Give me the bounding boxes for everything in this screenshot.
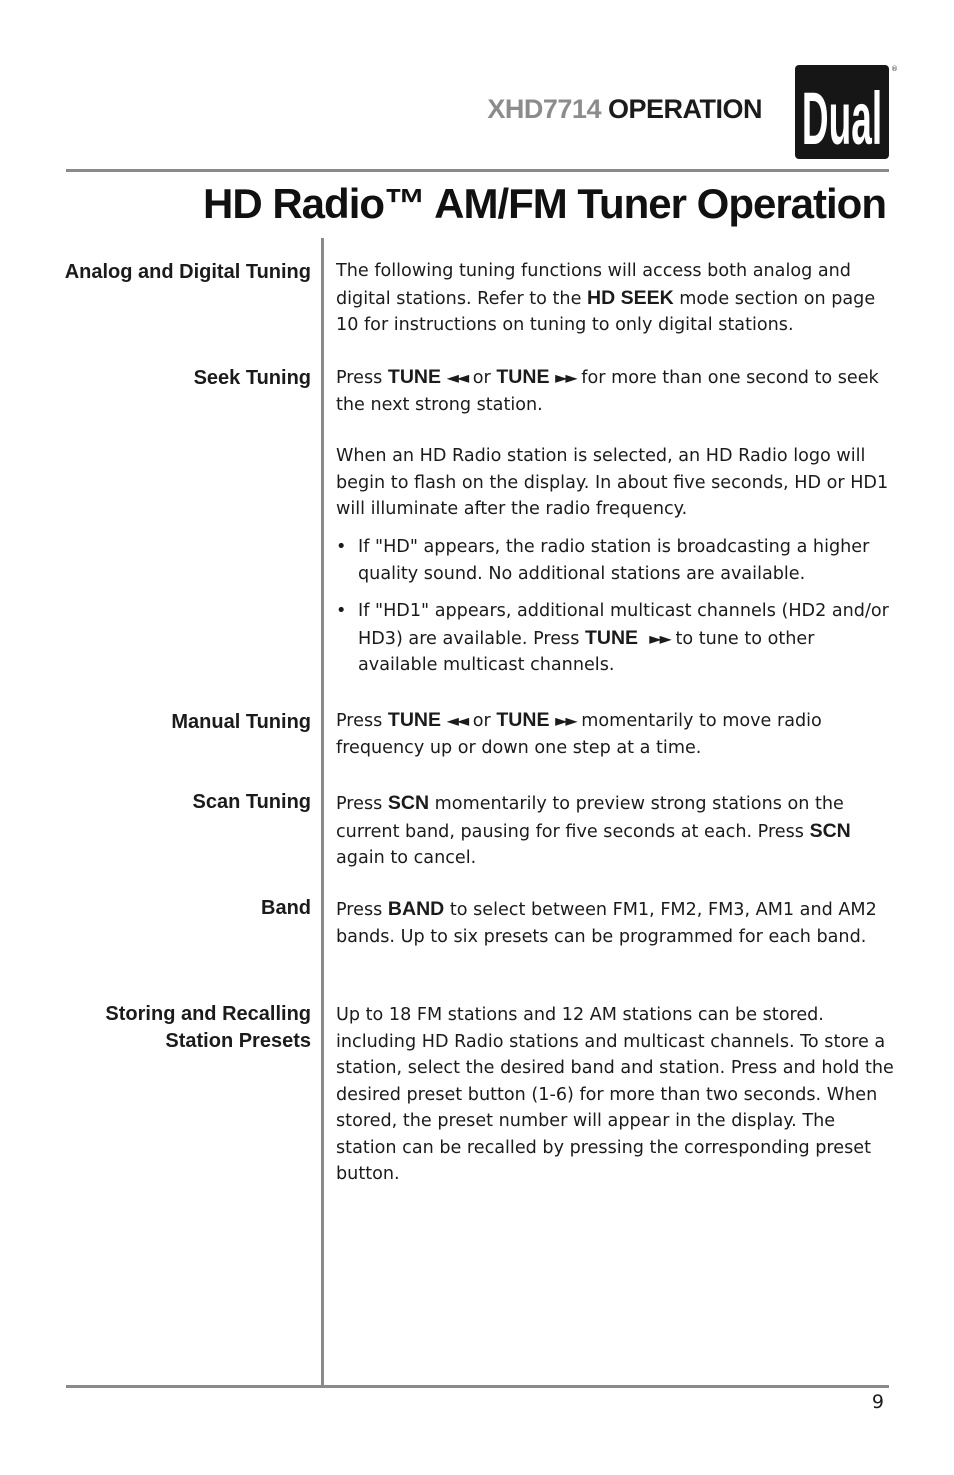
dual-logo-mark (795, 65, 889, 159)
key-tune: TUNE (387, 366, 441, 388)
key-scn: SCN (387, 792, 430, 814)
label-scan-tuning: Scan Tuning (192, 791, 311, 813)
document-header (487, 94, 762, 125)
key-band: BAND (387, 898, 445, 920)
header-divider (66, 169, 889, 172)
key-tune: TUNE (496, 709, 550, 731)
label-station-presets: Storing and Recalling Station Presets (105, 1003, 311, 1052)
logo-wordmark: Dual (801, 78, 883, 159)
station-presets-text: Up to 18 FM stations and 12 AM stations can be stored. including HD Radio stations and multicast channels. To store a station, select the desired band and station. Press and hold the desired preset button (1-6) for more than two seconds. When stored, the preset number will appear in the display. The station can be recalled by pressing the corresponding preset button. (336, 1005, 894, 1184)
key-tune: TUNE (496, 366, 550, 388)
seek-tuning-text: Press TUNE ◄◄ or TUNE ►► for more than one second to seek the next strong station. (336, 366, 879, 415)
page-title: HD Radio™ AM/FM Tuner Operation (203, 180, 886, 227)
page-number: 9 (871, 1391, 884, 1413)
bullet-icon: • (336, 601, 347, 621)
bullet-icon: • (336, 537, 347, 557)
key-tune: TUNE (387, 709, 441, 731)
column-divider (321, 238, 324, 1386)
label-manual-tuning: Manual Tuning (171, 711, 311, 733)
key-hd-seek: HD SEEK (587, 286, 674, 309)
rewind-icon: ◄◄ (446, 711, 468, 730)
label-analog-digital-tuning: Analog and Digital Tuning (64, 261, 311, 283)
model-number: XHD7714 (487, 94, 601, 124)
key-scn: SCN (809, 819, 851, 842)
label-band: Band (261, 897, 311, 919)
fast-forward-icon: ►► (555, 368, 576, 387)
footer-divider (66, 1385, 889, 1388)
rewind-icon: ◄◄ (446, 368, 468, 387)
header-operation: OPERATION (607, 94, 762, 124)
list-item: • If "HD" appears, the radio station is broadcasting a higher quality sound. No additional stations are available. (336, 534, 896, 587)
dual-logo (795, 65, 898, 159)
key-tune: TUNE (584, 626, 639, 649)
list-item: • If "HD1" appears, additional multicast channels (HD2 and/or HD3) are available. Press TUNE ►► to tune to other available multicast channels. (336, 598, 896, 679)
manual-tuning-text: Press TUNE ◄◄ or TUNE ►► momentarily to move radio frequency up or down one step at a time. (336, 709, 822, 758)
registered-mark: ® (891, 65, 898, 73)
hd-indicator-list (336, 534, 896, 679)
fast-forward-icon: ►► (555, 711, 576, 730)
analog-digital-text: The following tuning functions will access both analog and digital stations. Refer to the HD SEEK mode section on page 10 for instructions on tuning to only digital stations. (336, 261, 876, 335)
label-seek-tuning: Seek Tuning (193, 367, 311, 389)
fast-forward-icon: ►► (649, 628, 670, 648)
scan-tuning-text: Press SCN momentarily to preview strong stations on the current band, pausing for five seconds at each. Press SCN again to cancel. (336, 792, 851, 868)
hd-radio-logo-text: When an HD Radio station is selected, an HD Radio logo will begin to flash on the display. In about five seconds, HD or HD1 will illuminate after the radio frequency. (336, 446, 889, 519)
band-text: Press BAND to select between FM1, FM2, FM3, AM1 and AM2 bands. Up to six presets can be programmed for each band. (336, 898, 877, 947)
